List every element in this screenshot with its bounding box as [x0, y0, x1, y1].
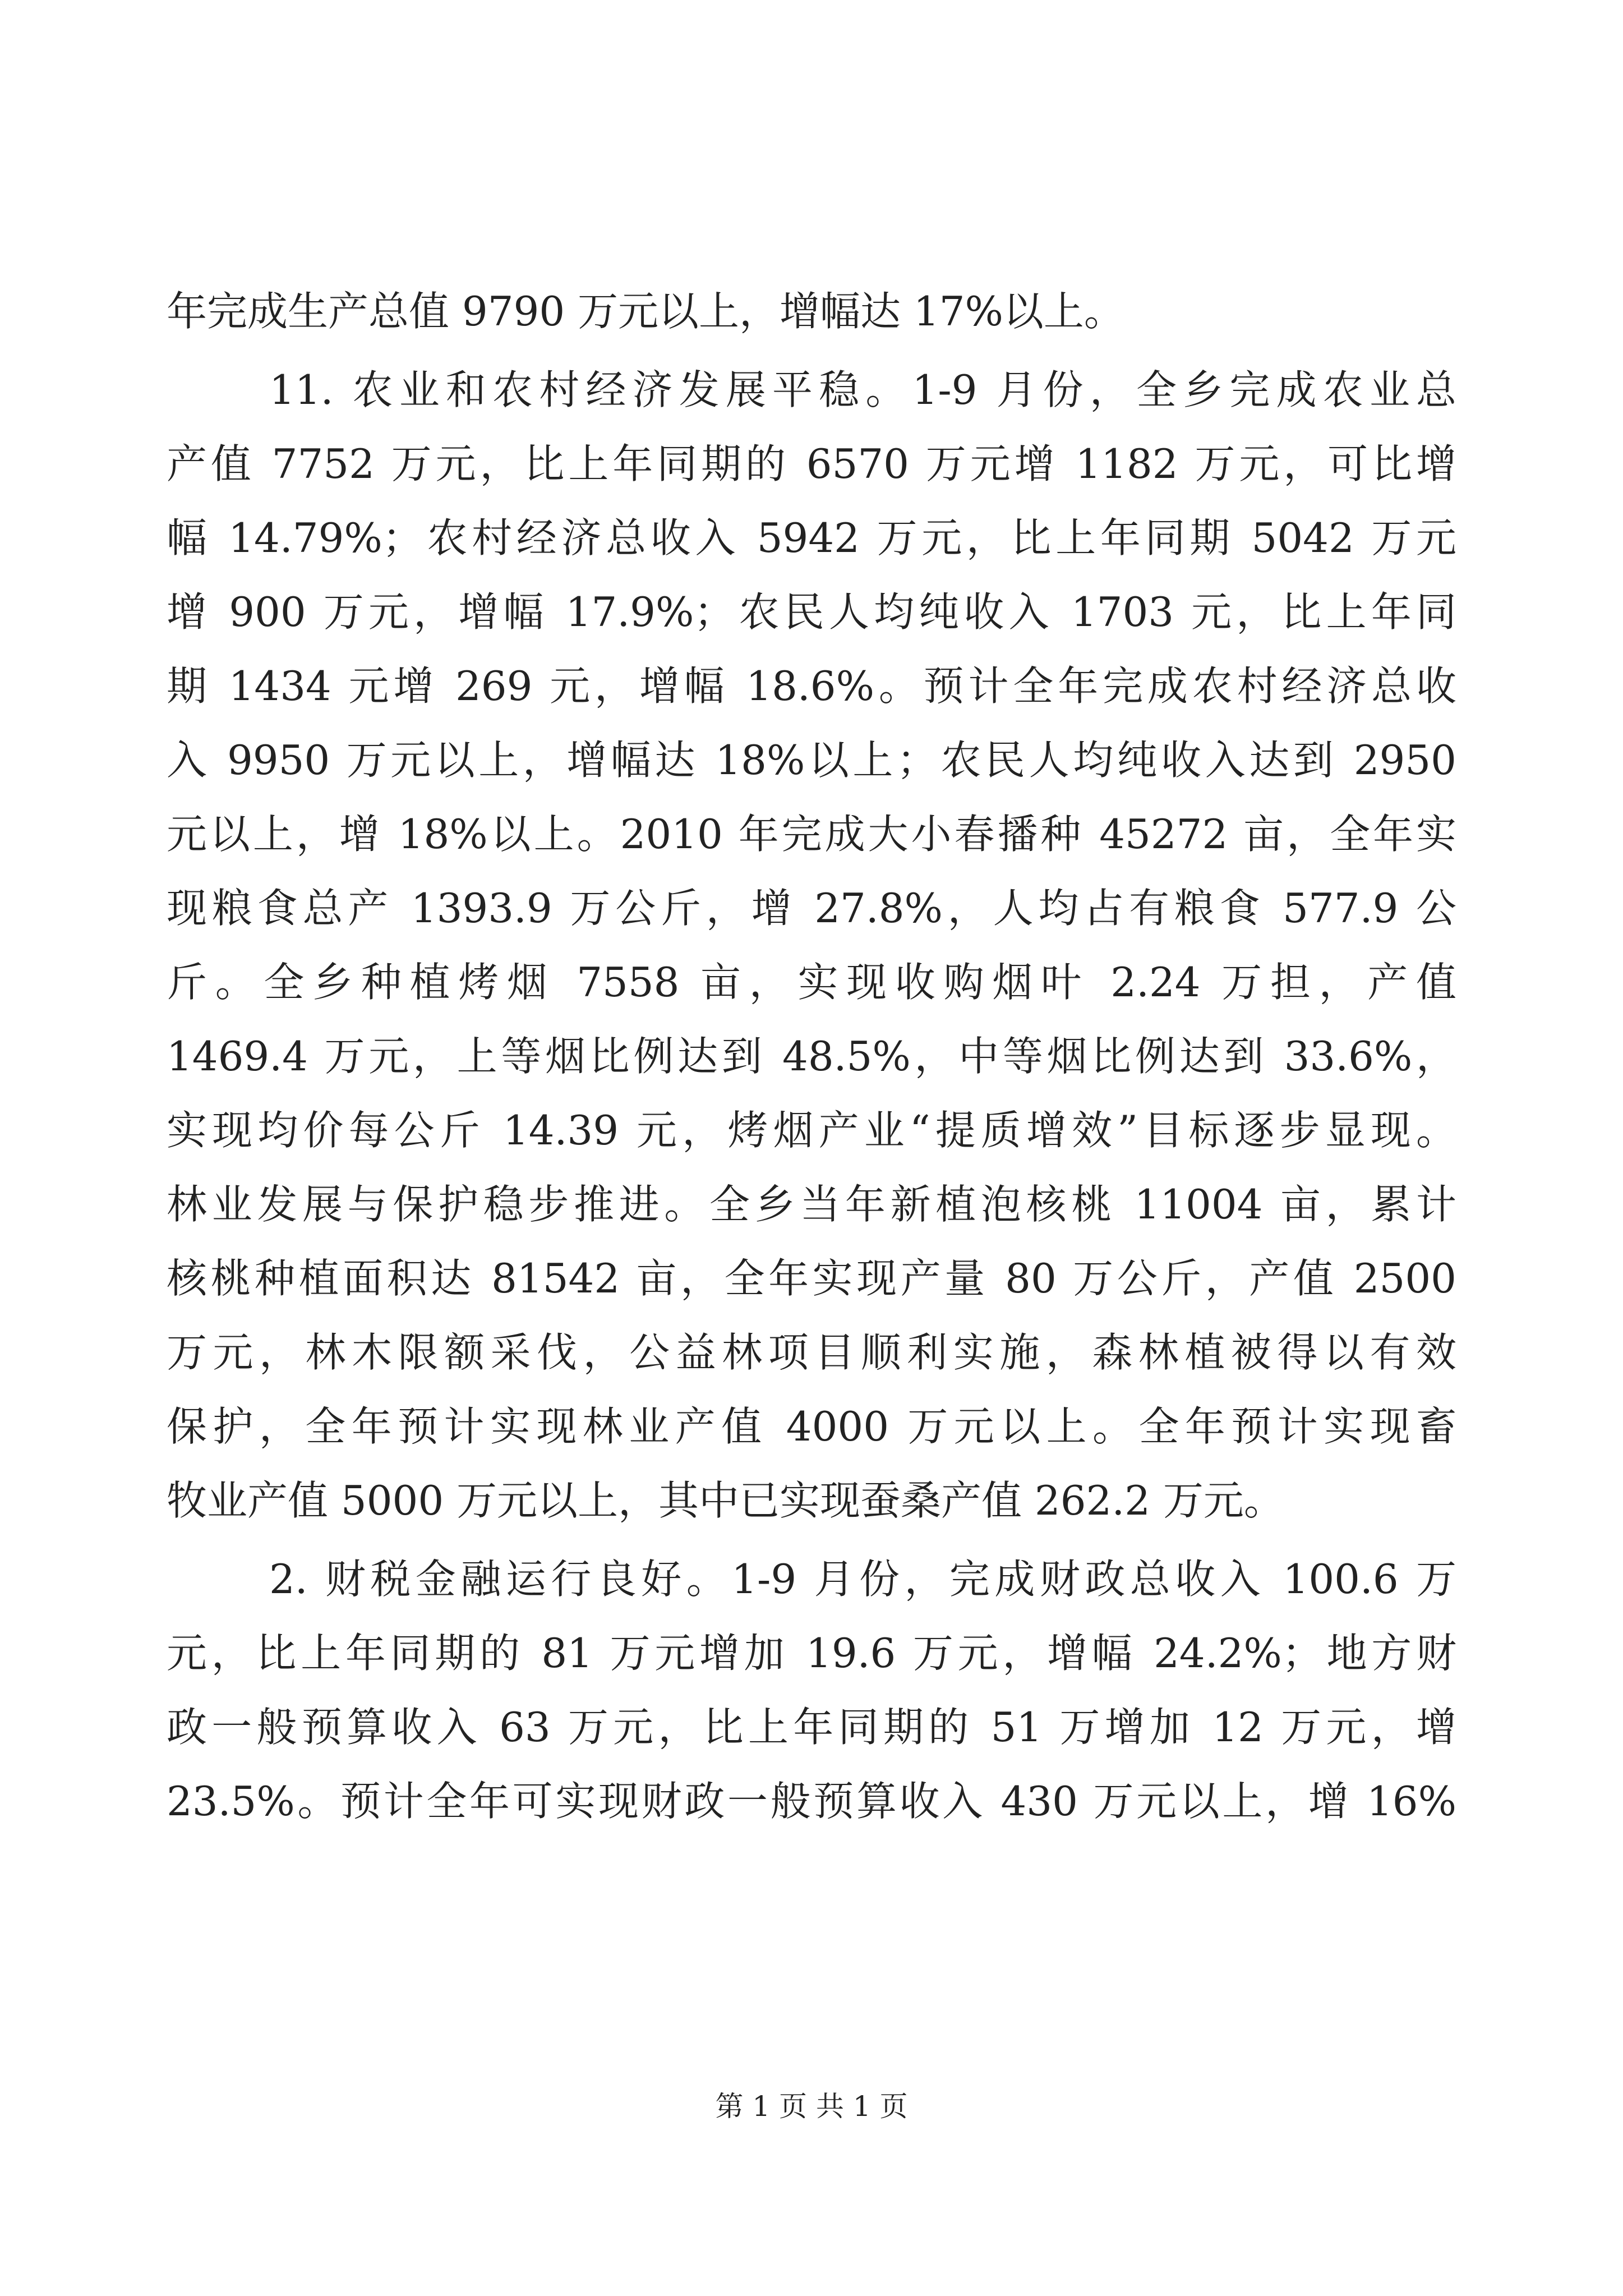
paragraph-line: 政一般预算收入 63 万元，比上年同期的 51 万增加 12 万元，增	[167, 1704, 1456, 1751]
paragraph-line: 保护，全年预计实现林业产值 4000 万元以上。全年预计实现畜	[167, 1403, 1456, 1450]
paragraph-line: 增 900 万元，增幅 17.9%；农民人均纯收入 1703 元，比上年同	[167, 588, 1456, 636]
paragraph-line: 2. 财税金融运行良好。1-9 月份，完成财政总收入 100.6 万	[269, 1556, 1456, 1603]
paragraph-line: 入 9950 万元以上，增幅达 18%以上；农民人均纯收入达到 2950	[167, 737, 1456, 784]
paragraph-line: 万元，林木限额采伐，公益林项目顺利实施，森林植被得以有效	[167, 1329, 1456, 1376]
paragraph-line: 年完成生产总值 9790 万元以上，增幅达 17%以上。	[167, 288, 1124, 335]
paragraph-line: 幅 14.79%；农村经济总收入 5942 万元，比上年同期 5042 万元	[167, 514, 1456, 562]
paragraph-line: 林业发展与保护稳步推进。全乡当年新植泡核桃 11004 亩，累计	[167, 1181, 1456, 1228]
paragraph-line: 元，比上年同期的 81 万元增加 19.6 万元，增幅 24.2%；地方财	[167, 1630, 1456, 1677]
paragraph-line: 产值 7752 万元，比上年同期的 6570 万元增 1182 万元，可比增	[167, 440, 1456, 487]
paragraph-line: 现粮食总产 1393.9 万公斤，增 27.8%，人均占有粮食 577.9 公	[167, 885, 1456, 932]
paragraph-line: 期 1434 元增 269 元，增幅 18.6%。预计全年完成农村经济总收	[167, 662, 1456, 710]
paragraph-line: 牧业产值 5000 万元以上，其中已实现蚕桑产值 262.2 万元。	[167, 1477, 1284, 1524]
paragraph-line: 1469.4 万元，上等烟比例达到 48.5%，中等烟比例达到 33.6%，	[167, 1033, 1456, 1080]
paragraph-line: 斤。全乡种植烤烟 7558 亩，实现收购烟叶 2.24 万担，产值	[167, 959, 1456, 1006]
page-footer: 第 1 页 共 1 页	[715, 2090, 908, 2123]
paragraph-line: 元以上，增 18%以上。2010 年完成大小春播种 45272 亩，全年实	[167, 811, 1456, 858]
paragraph-line: 实现均价每公斤 14.39 元，烤烟产业“提质增效”目标逐步显现。	[167, 1107, 1456, 1154]
paragraph-line: 核桃种植面积达 81542 亩，全年实现产量 80 万公斤，产值 2500	[167, 1255, 1456, 1302]
paragraph-line: 11. 农业和农村经济发展平稳。1-9 月份，全乡完成农业总	[269, 366, 1456, 413]
paragraph-line: 23.5%。预计全年可实现财政一般预算收入 430 万元以上，增 16%	[167, 1778, 1456, 1825]
